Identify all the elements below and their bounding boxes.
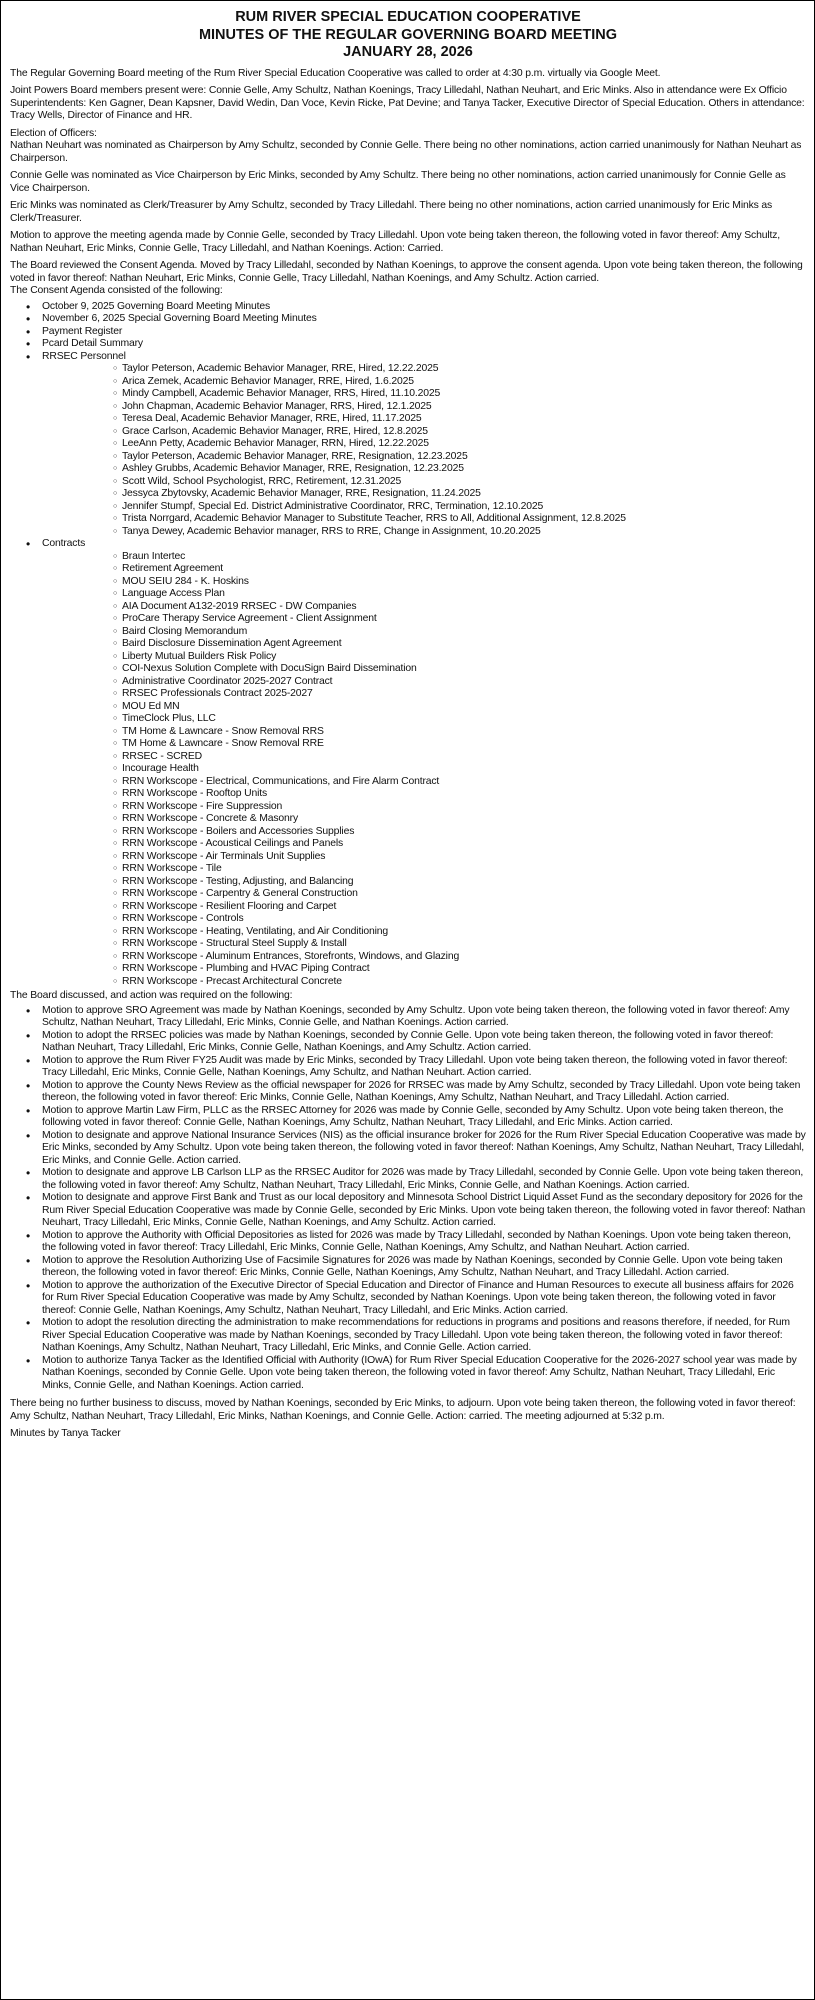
election-chairperson: Nathan Neuhart was nominated as Chairperson by Amy Schultz, seconded by Connie Gelle. There being no other nominations, action carried unanimously for Nathan Neuhart as Chairperson.: [10, 140, 802, 164]
contract-item: ○ TimeClock Plus, LLC: [113, 713, 806, 726]
motion-item: • Motion to approve the authorization of the Executive Director of Special Education and Director of Finance and Human Resources to execute all business affairs for 2026 for Rum River Special Education Cooperative was made by Amy Schultz, seconded by Nathan Koenings. Upon vote being taken thereon, the following voted in favor thereof: Connie Gelle, Nathan Koenings, Amy Schultz, Nathan Neuhart, Tracy Lilledahl, and Eric Minks. Action carried.: [26, 1280, 806, 1318]
contract-item: ○ RRN Workscope - Fire Suppression: [113, 801, 806, 814]
motion-item: • Motion to approve Martin Law Firm, PLLC as the RRSEC Attorney for 2026 was made by Connie Gelle, seconded by Amy Schultz. Upon vote being taken thereon, the following voted in favor thereof: Connie Gelle, Nathan Koenings, Amy Schultz, Nathan Neuhart, Tracy Lilledahl, and Eric Minks. Action carried.: [26, 1105, 806, 1130]
contracts-label: Contracts: [42, 538, 86, 549]
motion-item: • Motion to designate and approve First Bank and Trust as our local depository and Minnesota School District Liquid Asset Fund as the secondary depository for 2026 for the Rum River Special Education Cooperative was made by Connie Gelle, seconded by Eric Minks. Upon vote being taken thereon, the following voted in favor thereof: Nathan Neuhart, Tracy Lilledahl, Eric Minks, Connie Gelle, Nathan Koenings, and Amy Schultz. Action carried.: [26, 1192, 806, 1230]
contract-item: ○ RRN Workscope - Plumbing and HVAC Piping Contract: [113, 963, 806, 976]
motion-item: • Motion to authorize Tanya Tacker as the Identified Official with Authority (IOwA) for Rum River Special Education Cooperative for the 2026-2027 school year was made by Nathan Koenings, seconded by Connie Gelle. Upon vote being taken thereon, the following voted in favor thereof: Amy Schultz, Nathan Neuhart, Tracy Lilledahl, Eric Minks, Connie Gelle, and Nathan Koenings. Action carried.: [26, 1355, 806, 1393]
personnel-item: ○ Ashley Grubbs, Academic Behavior Manager, RRE, Resignation, 12.23.2025: [113, 463, 806, 476]
contract-item: ○ RRN Workscope - Controls: [113, 913, 806, 926]
contract-item: ○ MOU Ed MN: [113, 701, 806, 714]
motion-item: • Motion to adopt the RRSEC policies was made by Nathan Koenings, seconded by Connie Gelle. Upon vote being taken thereon, the following voted in favor thereof: Nathan Neuhart, Tracy Lilledahl, Eric Minks, Connie Gelle, Nathan Koenings, and Amy Schultz. Action carried.: [26, 1030, 806, 1055]
election-heading: Election of Officers:: [10, 127, 97, 139]
election-vice-chairperson: Connie Gelle was nominated as Vice Chairperson by Eric Minks, seconded by Amy Schultz. There being no other nominations, action carried unanimously for Connie Gelle as Vice Chairperson.: [10, 170, 786, 194]
motions-list: [10, 1005, 806, 1393]
consent-item-personnel: [26, 351, 806, 539]
personnel-item: ○ Teresa Deal, Academic Behavior Manager, RRE, Hired, 11.17.2025: [113, 413, 806, 426]
contract-item: ○ RRN Workscope - Structural Steel Supply & Install: [113, 938, 806, 951]
contract-item: ○ COI-Nexus Solution Complete with DocuSign Baird Dissemination: [113, 663, 806, 676]
motion-item: • Motion to designate and approve National Insurance Services (NIS) as the official insurance broker for 2026 for the Rum River Special Education Cooperative was made by Eric Minks, seconded by Amy Schultz. Upon vote being taken thereon, the following voted in favor thereof: Nathan Koenings, Amy Schultz, Nathan Neuhart, Tracy Lilledahl, Eric Minks, and Connie Gelle. Action carried.: [26, 1130, 806, 1168]
personnel-item: ○ Mindy Campbell, Academic Behavior Manager, RRS, Hired, 11.10.2025: [113, 388, 806, 401]
contract-item: ○ RRSEC Professionals Contract 2025-2027: [113, 688, 806, 701]
contract-item: ○ Language Access Plan: [113, 588, 806, 601]
consent-intro: The Consent Agenda consisted of the following:: [10, 285, 223, 296]
attendance: Joint Powers Board members present were: Connie Gelle, Amy Schultz, Nathan Koenings, Tracy Lilledahl, Nathan Neuhart, and Eric Minks. Also in attendance were Ex Officio Superintendents: Ken Gagner, Dean Kapsner, David Wedin, Dan Voce, Kevin Ricke, Pat Devine; and Tanya Tacker, Executive Director of Special Education. Others in attendance: Tracy Wells, Director of Finance and HR.: [10, 85, 805, 121]
contract-item: ○ RRN Workscope - Precast Architectural Concrete: [113, 976, 806, 989]
contract-item: ○ RRN Workscope - Boilers and Accessories Supplies: [113, 826, 806, 839]
personnel-item: ○ Scott Wild, School Psychologist, RRC, Retirement, 12.31.2025: [113, 476, 806, 489]
personnel-item: ○ Trista Norrgard, Academic Behavior Manager to Substitute Teacher, RRS to All, Additional Assignment, 12.8.2025: [113, 513, 806, 526]
agenda-motion: Motion to approve the meeting agenda made by Connie Gelle, seconded by Tracy Lilledahl. Upon vote being taken thereon, the following voted in favor thereof: Amy Schultz, Nathan Neuhart, Eric Minks, Connie Gelle, Tracy Lilledahl, and Nathan Koenings. Action: Carried.: [10, 230, 781, 254]
contract-item: ○ RRSEC - SCRED: [113, 751, 806, 764]
contracts-list: [42, 551, 806, 989]
closing-paragraph: There being no further business to discuss, moved by Nathan Koenings, seconded by Eric Minks, to adjourn. Upon vote being taken thereon, the following voted in favor thereof: Amy Schultz, Nathan Neuhart, Tracy Lilledahl, Eric Minks, Nathan Koenings, and Connie Gelle. Action: carried. The meeting adjourned at 5:32 p.m.: [10, 1398, 796, 1422]
contract-item: ○ MOU SEIU 284 - K. Hoskins: [113, 576, 806, 589]
consent-item: • Pcard Detail Summary: [26, 338, 806, 351]
contract-item: ○ RRN Workscope - Concrete & Masonry: [113, 813, 806, 826]
personnel-item: ○ Taylor Peterson, Academic Behavior Manager, RRE, Resignation, 12.23.2025: [113, 451, 806, 464]
contract-item: ○ TM Home & Lawncare - Snow Removal RRS: [113, 726, 806, 739]
consent-item-contracts: [26, 538, 806, 988]
minutes-signature: Minutes by Tanya Tacker: [10, 1428, 121, 1439]
contract-item: ○ RRN Workscope - Air Terminals Unit Supplies: [113, 851, 806, 864]
motion-item: • Motion to approve the Resolution Authorizing Use of Facsimile Signatures for 2026 was made by Nathan Koenings, seconded by Connie Gelle. Upon vote being taken thereon, the following voted in favor thereof: Eric Minks, Connie Gelle, Nathan Koenings, Amy Schultz, Nathan Neuhart, and Tracy Lilledahl. Action carried.: [26, 1255, 806, 1280]
contract-item: ○ Braun Intertec: [113, 551, 806, 564]
motion-item: • Motion to designate and approve LB Carlson LLP as the RRSEC Auditor for 2026 was made by Tracy Lilledahl, seconded by Connie Gelle. Upon vote being taken thereon, the following voted in favor thereof: Amy Schultz, Nathan Neuhart, Tracy Lilledahl, Eric Minks, Connie Gelle, and Nathan Koenings. Action carried.: [26, 1167, 806, 1192]
personnel-item: ○ Taylor Peterson, Academic Behavior Manager, RRE, Hired, 12.22.2025: [113, 363, 806, 376]
contract-item: ○ RRN Workscope - Electrical, Communications, and Fire Alarm Contract: [113, 776, 806, 789]
contract-item: ○ RRN Workscope - Testing, Adjusting, and Balancing: [113, 876, 806, 889]
contract-item: ○ Liberty Mutual Builders Risk Policy: [113, 651, 806, 664]
contract-item: ○ Retirement Agreement: [113, 563, 806, 576]
contract-item: ○ RRN Workscope - Acoustical Ceilings and Panels: [113, 838, 806, 851]
consent-agenda-list: [10, 301, 806, 989]
contract-item: ○ TM Home & Lawncare - Snow Removal RRE: [113, 738, 806, 751]
contract-item: ○ RRN Workscope - Aluminum Entrances, Storefronts, Windows, and Glazing: [113, 951, 806, 964]
election-clerk-treasurer: Eric Minks was nominated as Clerk/Treasurer by Amy Schultz, seconded by Tracy Lilledahl. There being no other nominations, action carried unanimously for Eric Minks as Clerk/Treasurer.: [10, 200, 773, 224]
personnel-label: RRSEC Personnel: [42, 350, 126, 362]
consent-item: • November 6, 2025 Special Governing Board Meeting Minutes: [26, 313, 806, 326]
personnel-list: [42, 363, 806, 538]
personnel-item: ○ LeeAnn Petty, Academic Behavior Manager, RRN, Hired, 12.22.2025: [113, 438, 806, 451]
document-header: [10, 9, 806, 62]
consent-item: • October 9, 2025 Governing Board Meeting Minutes: [26, 301, 806, 314]
contract-item: ○ RRN Workscope - Resilient Flooring and Carpet: [113, 901, 806, 914]
personnel-item: ○ Grace Carlson, Academic Behavior Manager, RRE, Hired, 12.8.2025: [113, 426, 806, 439]
contract-item: ○ RRN Workscope - Carpentry & General Construction: [113, 888, 806, 901]
personnel-item: ○ Tanya Dewey, Academic Behavior manager, RRS to RRE, Change in Assignment, 10.20.2025: [113, 526, 806, 539]
motion-item: • Motion to adopt the resolution directing the administration to make recommendations for reductions in programs and positions and reasons therefore, if needed, for Rum River Special Education Cooperative was made by Nathan Koenings, seconded by Tracy Lilledahl. Upon vote being taken thereon, the following voted in favor thereof: Nathan Koenings, Amy Schultz, Nathan Neuhart, Tracy Lilledahl, Eric Minks, and Connie Gelle. Action carried.: [26, 1317, 806, 1355]
motion-item: • Motion to approve SRO Agreement was made by Nathan Koenings, seconded by Amy Schultz. Upon vote being taken thereon, the following voted in favor thereof: Amy Schultz, Nathan Neuhart, Tracy Lilledahl, Eric Minks, Connie Gelle, and Nathan Koenings. Action carried.: [26, 1005, 806, 1030]
contract-item: ○ Baird Closing Memorandum: [113, 626, 806, 639]
personnel-item: ○ Jessyca Zbytovsky, Academic Behavior Manager, RRE, Resignation, 11.24.2025: [113, 488, 806, 501]
meeting-date: JANUARY 28, 2026: [343, 44, 473, 60]
contract-item: ○ ProCare Therapy Service Agreement - Client Assignment: [113, 613, 806, 626]
contract-item: ○ Administrative Coordinator 2025-2027 Contract: [113, 676, 806, 689]
personnel-item: ○ John Chapman, Academic Behavior Manager, RRS, Hired, 12.1.2025: [113, 401, 806, 414]
consent-review: The Board reviewed the Consent Agenda. Moved by Tracy Lilledahl, seconded by Nathan Koenings, to approve the consent agenda. Upon vote being taken thereon, the following voted in favor thereof: Nathan Neuhart, Eric Minks, Connie Gelle, Tracy Lilledahl, Nathan Koenings, and Amy Schultz. Action carried.: [10, 260, 803, 284]
motion-item: • Motion to approve the Authority with Official Depositories as listed for 2026 was made by Tracy Lilledahl, seconded by Nathan Koenings. Upon vote being taken thereon, the following voted in favor thereof: Tracy Lilledahl, Eric Minks, Connie Gelle, Nathan Koenings, Amy Schultz, and Nathan Neuhart. Action carried.: [26, 1230, 806, 1255]
contract-item: ○ RRN Workscope - Tile: [113, 863, 806, 876]
contract-item: ○ AIA Document A132-2019 RRSEC - DW Companies: [113, 601, 806, 614]
contract-item: ○ RRN Workscope - Rooftop Units: [113, 788, 806, 801]
org-name: RUM RIVER SPECIAL EDUCATION COOPERATIVE: [235, 9, 581, 25]
call-to-order: The Regular Governing Board meeting of the Rum River Special Education Cooperative was called to order at 4:30 p.m. virtually via Google Meet.: [10, 67, 661, 79]
contract-item: ○ Baird Disclosure Dissemination Agent Agreement: [113, 638, 806, 651]
document-title: MINUTES OF THE REGULAR GOVERNING BOARD MEETING: [198, 26, 618, 43]
motion-item: • Motion to approve the Rum River FY25 Audit was made by Eric Minks, seconded by Tracy Lilledahl. Upon vote being taken thereon, the following voted in favor thereof: Tracy Lilledahl, Eric Minks, Connie Gelle, Nathan Koenings, Amy Schultz, and Nathan Neuhart. Action carried.: [26, 1055, 806, 1080]
consent-item: • Payment Register: [26, 326, 806, 339]
personnel-item: ○ Arica Zemek, Academic Behavior Manager, RRE, Hired, 1.6.2025: [113, 376, 806, 389]
discussion-intro: The Board discussed, and action was required on the following:: [10, 990, 293, 1001]
personnel-item: ○ Jennifer Stumpf, Special Ed. District Administrative Coordinator, RRC, Termination, 12.10.2025: [113, 501, 806, 514]
contract-item: ○ RRN Workscope - Heating, Ventilating, and Air Conditioning: [113, 926, 806, 939]
motion-item: • Motion to approve the County News Review as the official newspaper for 2026 for RRSEC was made by Amy Schultz, seconded by Tracy Lilledahl. Upon vote being taken thereon, the following voted in favor thereof: Eric Minks, Connie Gelle, Nathan Koenings, Amy Schultz, Nathan Neuhart, and Tracy Lilledahl. Action carried.: [26, 1080, 806, 1105]
contract-item: ○ Incourage Health: [113, 763, 806, 776]
